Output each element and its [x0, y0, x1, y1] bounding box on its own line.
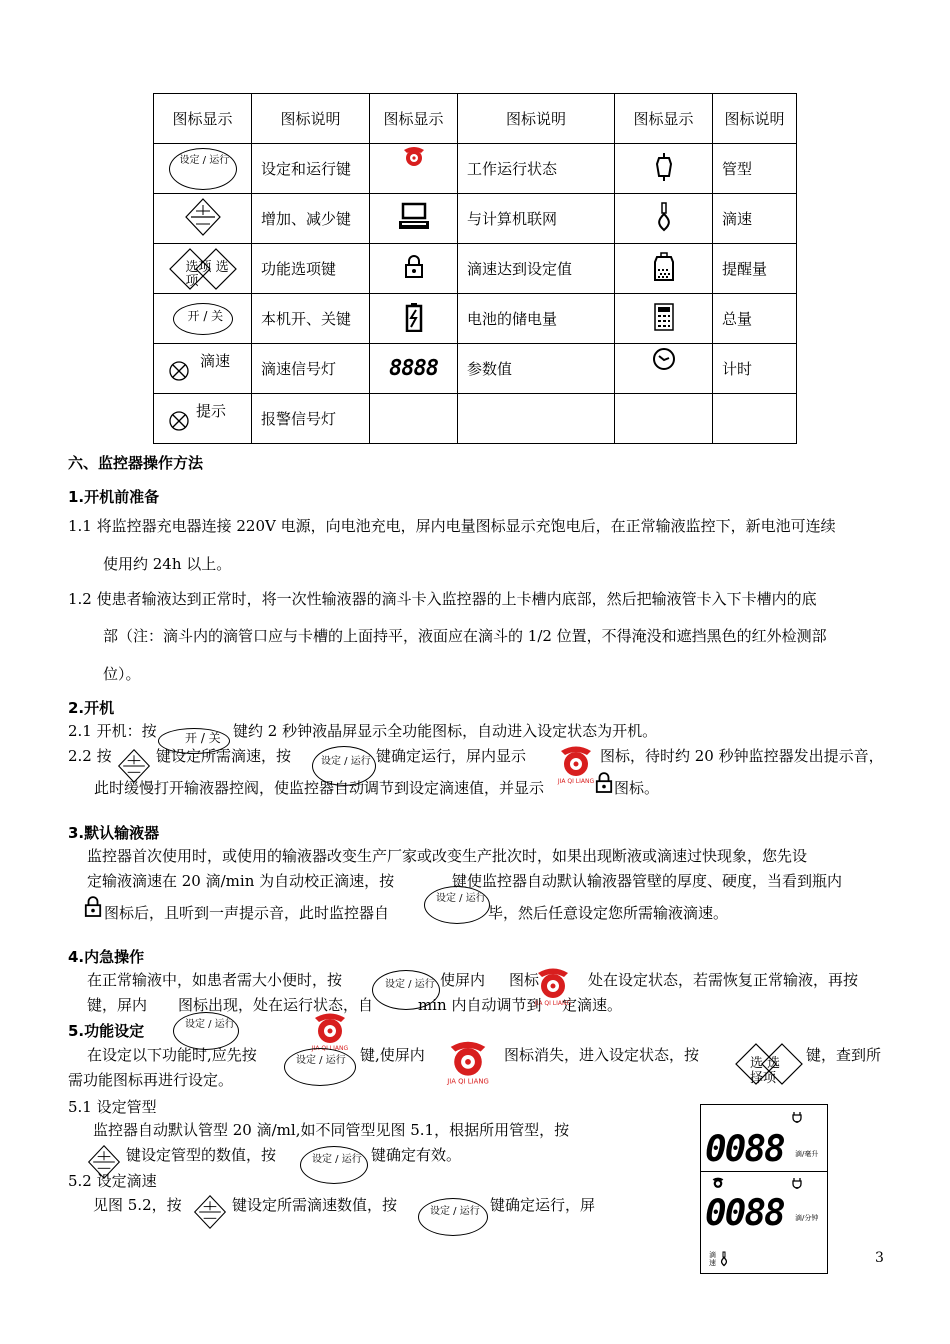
paragraph: 在设定以下功能时,应先按 [87, 1046, 257, 1064]
paragraph: 在正常输液中，如患者需大小便时，按 [87, 971, 343, 989]
paragraph: 处在设定状态，若需恢复正常输液，再按 [588, 971, 859, 989]
page-number: 3 [875, 1250, 884, 1266]
paragraph: 1.1 将监控器充电器连接 220V 电源，向电池充电，屏内电量图标显示充饱电后，在正常输液监控下，新电池可连续 [68, 517, 836, 535]
table-row [154, 244, 797, 294]
drip-icon [654, 202, 674, 232]
lcd-display-figure [700, 1104, 828, 1274]
plus-minus-key-icon [183, 197, 223, 237]
paragraph: 图标后，且听到一声提示音，此时监控器自 [104, 904, 390, 922]
table-header: 图标显示 [615, 94, 713, 144]
paragraph: 位）。 [103, 665, 141, 683]
param-digits-icon: 8888 [389, 356, 438, 381]
table-cell: 本机开、关键 [252, 294, 370, 344]
paragraph: 2.2 按 [68, 747, 112, 765]
alarm-signal-light-icon: 提示 [154, 394, 251, 442]
table-header: 图标显示 [154, 94, 252, 144]
table-cell: 滴速达到设定值 [458, 244, 615, 294]
table-row [154, 294, 797, 344]
option-key-icon: 选项 选项 [168, 247, 238, 291]
table-cell: 设定和运行键 [252, 144, 370, 194]
table-cell: 报警信号灯 [252, 394, 370, 444]
paragraph: 使用约 24h 以上。 [103, 555, 232, 573]
run-status-icon [401, 146, 427, 168]
table-cell: 功能选项键 [252, 244, 370, 294]
icon-legend-table [153, 93, 797, 444]
computer-icon [397, 202, 431, 232]
lcd-top-unit: 滴/毫升 [795, 1150, 819, 1158]
section-6-title: 六、监控器操作方法 [68, 454, 204, 472]
plug-icon [791, 1177, 803, 1189]
paragraph: 键，屏内 [87, 996, 148, 1014]
set-run-key-icon: 设定 / 运行 [173, 1012, 239, 1050]
table-header: 图标说明 [252, 94, 370, 144]
table-header: 图标说明 [713, 94, 797, 144]
run-status-icon [711, 1177, 725, 1189]
drip-icon [719, 1251, 729, 1267]
table-cell: 与计算机联网 [458, 194, 615, 244]
lock-icon [84, 896, 102, 918]
section-1-title: 1.开机前准备 [68, 488, 160, 506]
lock-icon [595, 772, 613, 794]
on-off-key-icon: 开 / 关 [158, 728, 230, 754]
table-cell: 总量 [713, 294, 797, 344]
svg-text:JIA QI LIANG: JIA QI LIANG [311, 1045, 349, 1052]
section-5-title: 5.功能设定 [68, 1022, 145, 1040]
run-status-logo-icon [440, 1040, 496, 1086]
paragraph: 图标出现，处在运行状态，自 [178, 996, 374, 1014]
table-row [154, 194, 797, 244]
drip-signal-light-icon: 滴速 [154, 344, 251, 392]
paragraph: 1.2 使患者输液达到正常时，将一次性输液器的滴斗卡入监控器的上卡槽内底部，然后把输液管卡入下卡槽内的底 [68, 590, 817, 608]
paragraph: 定输液滴速在 20 滴/min 为自动校正滴速，按 [87, 872, 395, 890]
table-cell: 参数值 [458, 344, 615, 394]
table-cell: 计时 [713, 344, 797, 394]
paragraph: 见图 5.2，按 [93, 1196, 182, 1214]
set-run-key-icon: 设定 / 运行 [169, 148, 237, 190]
svg-text:JIA QI LIANG: JIA QI LIANG [447, 1077, 489, 1086]
table-header-row [154, 94, 797, 144]
section-2-title: 2.开机 [68, 699, 115, 717]
subsection-title: 5.1 设定管型 [68, 1098, 157, 1116]
paragraph: 2.1 开机：按 [68, 722, 157, 740]
table-cell: 增加、减少键 [252, 194, 370, 244]
set-run-key-icon: 设定 / 运行 [372, 970, 440, 1010]
paragraph: 监控器首次使用时，或使用的输液器改变生产厂家或改变生产批次时，如果出现断液或滴速过快现象，您先设 [87, 847, 808, 865]
table-cell: 滴速信号灯 [252, 344, 370, 394]
paragraph: 键确定运行，屏内显示 [376, 747, 527, 765]
paragraph: 需功能图标再进行设定。 [68, 1071, 234, 1089]
lcd-top-value: 0088 [705, 1129, 784, 1170]
set-run-key-icon: 设定 / 运行 [284, 1048, 356, 1086]
paragraph: 图标 [509, 971, 540, 989]
table-cell: 电池的储电量 [458, 294, 615, 344]
svg-text:JIA QI LIANG: JIA QI LIANG [557, 778, 595, 785]
lcd-bottom-unit: 滴/分钟 [795, 1214, 819, 1222]
table-row [154, 344, 797, 394]
set-run-key-icon: 设定 / 运行 [300, 1146, 368, 1184]
section-3-title: 3.默认输液器 [68, 824, 160, 842]
paragraph: 毕，然后任意设定您所需输液滴速。 [488, 904, 729, 922]
on-off-key-icon: 开 / 关 [173, 303, 233, 335]
paragraph: 键,使屏内 [360, 1046, 425, 1064]
set-run-key-icon: 设定 / 运行 [418, 1198, 488, 1236]
paragraph: 图标消失，进入设定状态，按 [504, 1046, 700, 1064]
paragraph: 部（注：滴斗内的滴管口应与卡槽的上面持平，液面应在滴斗的 1/2 位置，不得淹没和遮挡黑色的红外检测部 [103, 627, 827, 645]
option-key-icon: 选 选 择项 [734, 1042, 804, 1086]
paragraph: min 内自动调节到 [418, 996, 542, 1014]
paragraph: 图标，待时约 20 秒钟监控器发出提示音， [600, 747, 884, 765]
table-cell: 管型 [713, 144, 797, 194]
calculator-icon [654, 303, 674, 331]
paragraph: 键设定所需滴速，按 [156, 747, 292, 765]
paragraph: 键使监控器自动默认输液器管壁的厚度、硬度，当看到瓶内 [452, 872, 843, 890]
table-header: 图标显示 [370, 94, 458, 144]
run-status-logo-icon [307, 1012, 353, 1052]
battery-icon [405, 302, 423, 332]
paragraph: 此时缓慢打开输液器控阀，使监控器自动调节到设定滴速值，并显示 [94, 779, 545, 797]
paragraph: 定滴速。 [562, 996, 623, 1014]
lcd-bottom-value: 0088 [705, 1193, 784, 1234]
paragraph: 键确定有效。 [371, 1146, 462, 1164]
paragraph: 使屏内 [440, 971, 486, 989]
reminder-bottle-icon [653, 252, 675, 282]
set-run-key-icon: 设定 / 运行 [424, 886, 490, 924]
tube-icon [654, 152, 674, 182]
subsection-title: 5.2 设定滴速 [68, 1172, 157, 1190]
paragraph: 监控器自动默认管型 20 滴/ml,如不同管型见图 5.1，根据所用管型，按 [93, 1121, 570, 1139]
table-row [154, 144, 797, 194]
lock-icon [404, 255, 424, 279]
svg-text:JIA QI LIANG: JIA QI LIANG [534, 1000, 572, 1007]
paragraph: 键确定运行，屏 [490, 1196, 596, 1214]
table-cell: 滴速 [713, 194, 797, 244]
table-header: 图标说明 [458, 94, 615, 144]
section-4-title: 4.内急操作 [68, 948, 145, 966]
paragraph: 键约 2 秒钟液晶屏显示全功能图标，自动进入设定状态为开机。 [233, 722, 658, 740]
set-run-key-icon: 设定 / 运行 [312, 746, 376, 786]
table-cell: 提醒量 [713, 244, 797, 294]
table-cell: 工作运行状态 [458, 144, 615, 194]
paragraph: 键设定管型的数值，按 [126, 1146, 277, 1164]
paragraph: 键设定所需滴速数值，按 [232, 1196, 398, 1214]
paragraph: 键，查到所 [806, 1046, 882, 1064]
plus-minus-key-icon [192, 1194, 228, 1230]
run-status-logo-icon [553, 745, 599, 785]
lcd-side-label: 滴 速 [709, 1251, 716, 1267]
paragraph: 图标。 [614, 779, 660, 797]
table-row [154, 394, 797, 444]
clock-icon [652, 347, 676, 371]
plug-icon [791, 1111, 803, 1123]
